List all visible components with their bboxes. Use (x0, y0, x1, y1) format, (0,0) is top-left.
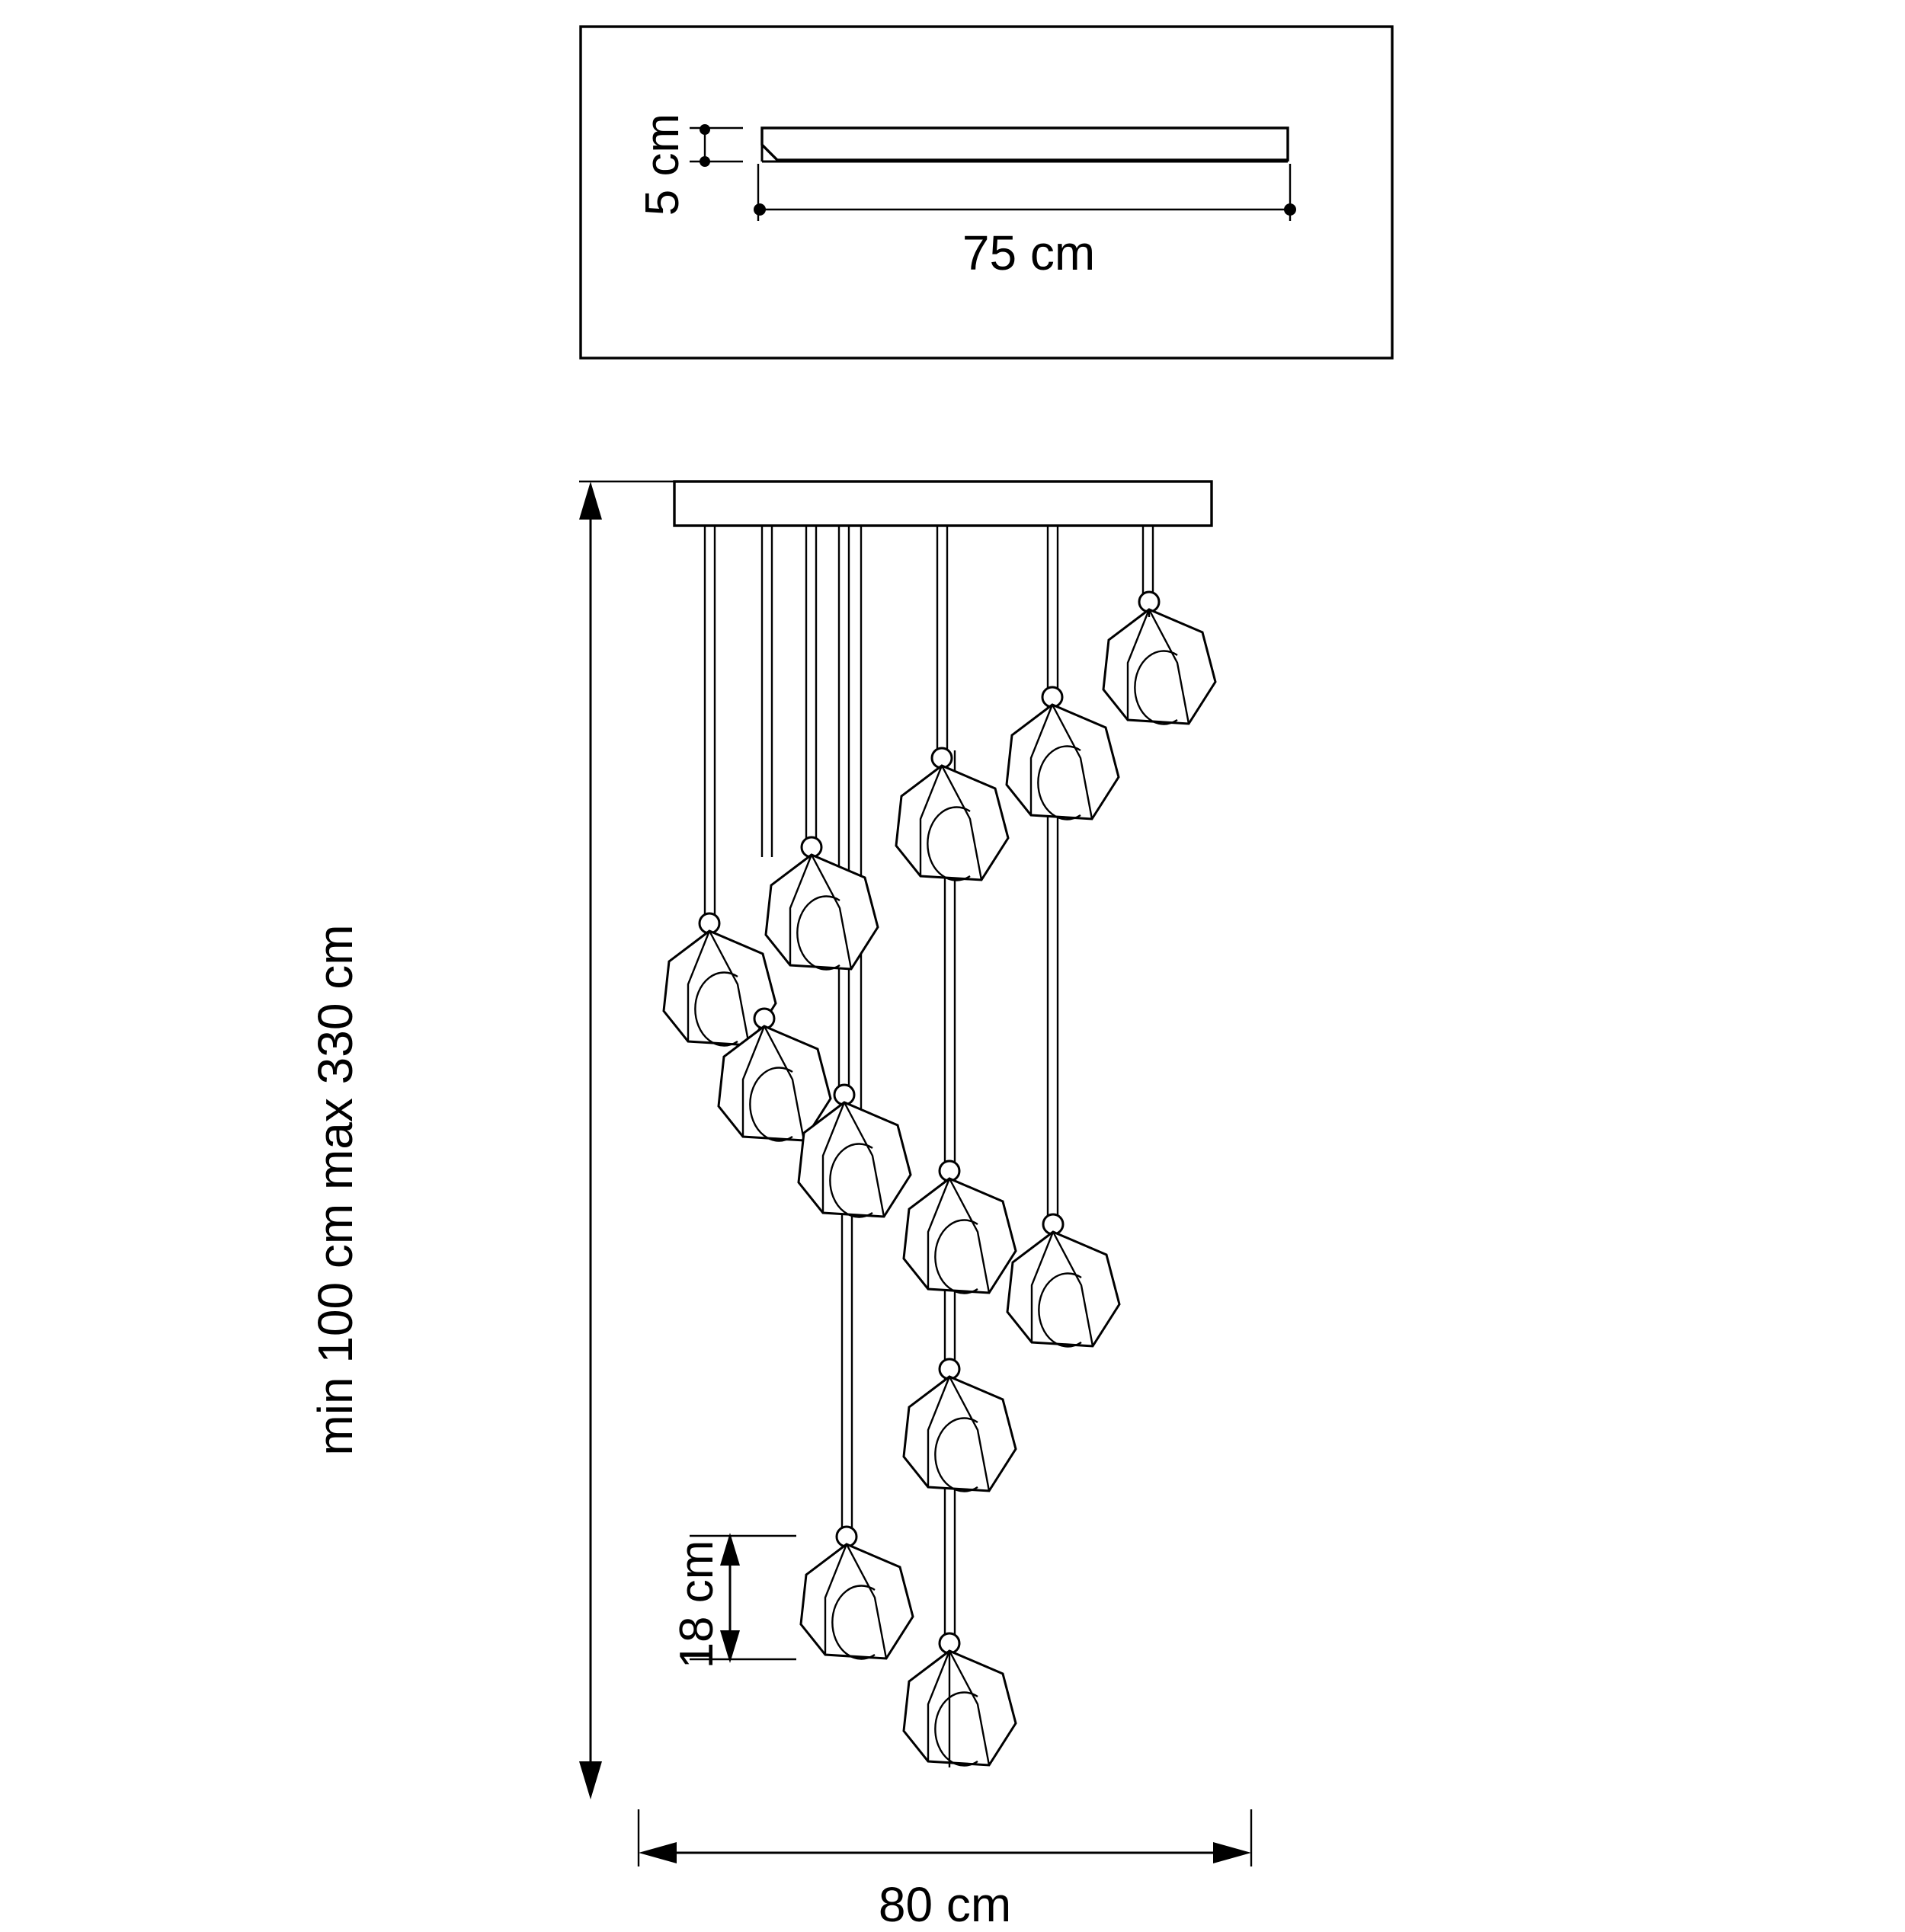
label-plate-height-wrap (625, 76, 693, 259)
canopy-plate (674, 481, 1212, 526)
shade (904, 1633, 1016, 1767)
ceiling-plate-profile (762, 128, 1288, 160)
shade (896, 748, 1008, 881)
label-spread: 80 cm (878, 1877, 1012, 1932)
shade (1103, 592, 1215, 724)
shade (904, 1359, 1016, 1492)
dim-spread (639, 1809, 1251, 1866)
label-shade-height: 18 cm (671, 1540, 723, 1669)
dim-plate-width (754, 164, 1296, 221)
label-drop-range-wrap (290, 777, 381, 1615)
label-drop-range: min 100 cm max 330 cm (308, 924, 363, 1456)
dim-plate-height (690, 124, 743, 167)
shade (1007, 1214, 1119, 1347)
top-view-frame (581, 27, 1392, 358)
label-plate-width: 75 cm (962, 226, 1096, 280)
shade (904, 1161, 1016, 1294)
label-shade-height-wrap (655, 1493, 739, 1722)
shade (801, 1527, 913, 1659)
shade (1007, 687, 1119, 819)
label-plate-height: 5 cm (636, 113, 689, 216)
